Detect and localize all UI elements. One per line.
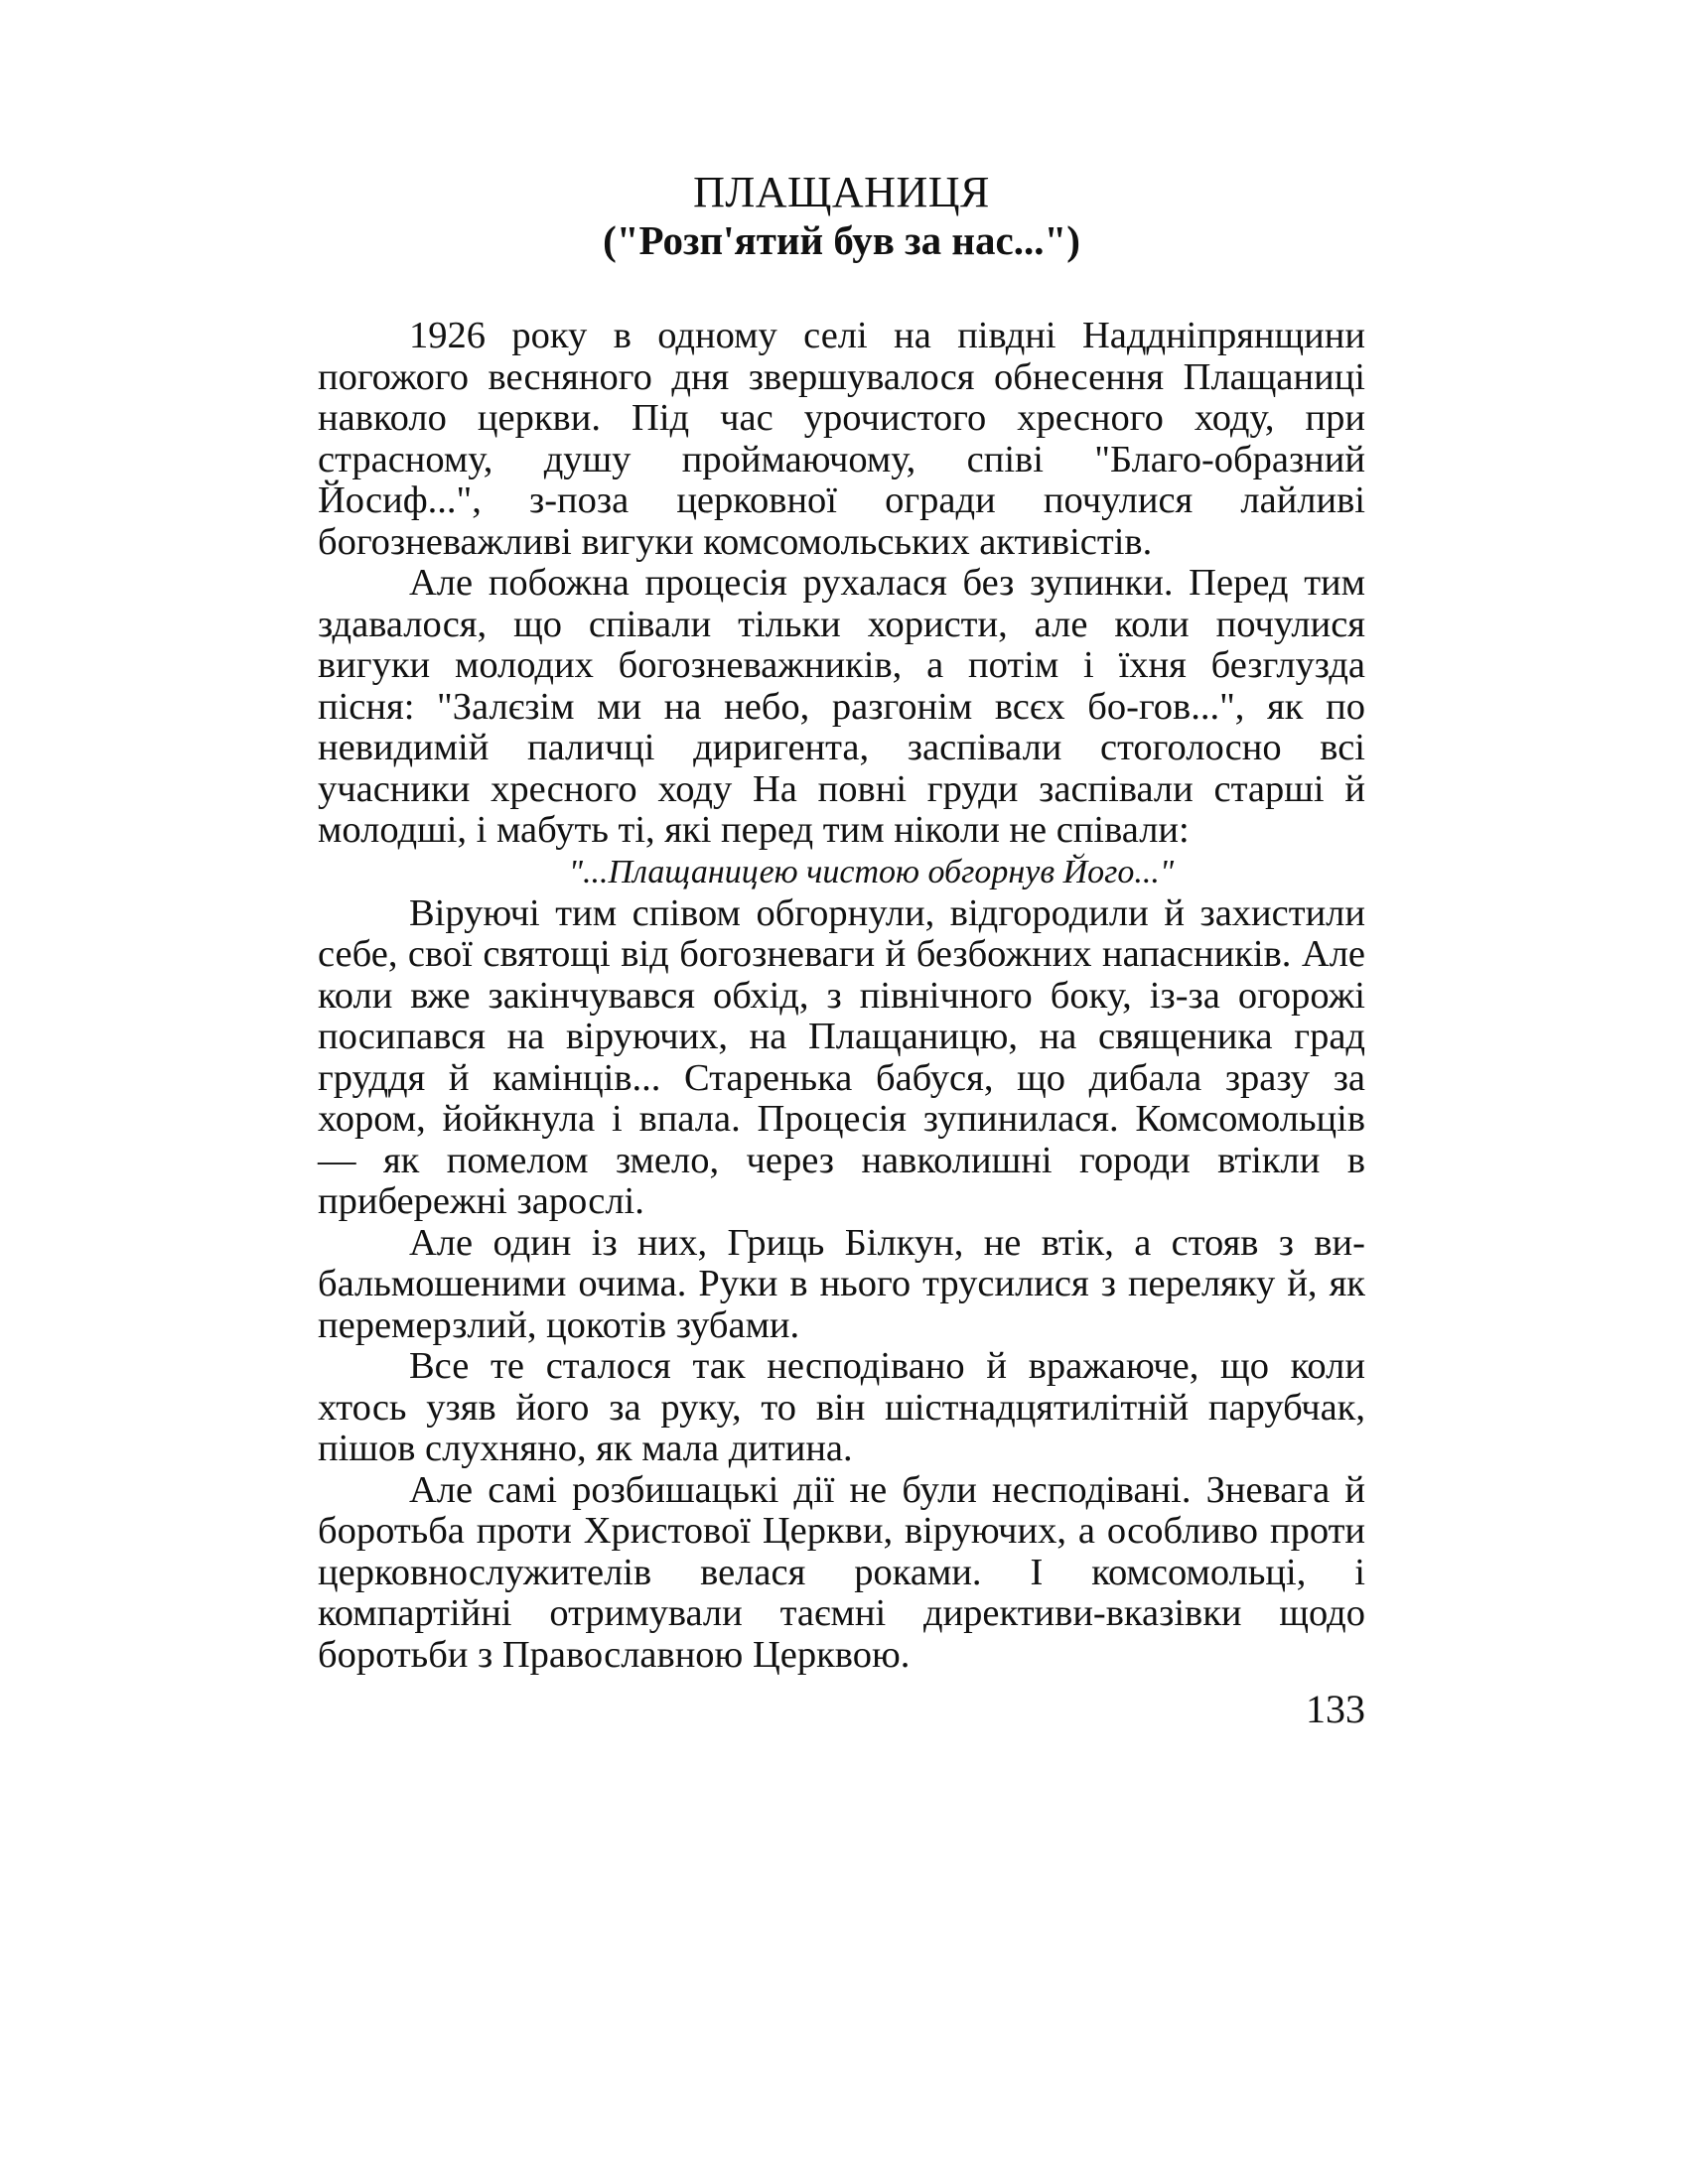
paragraph-1: 1926 року в одному селі на півдні Наддніпрянщини погожого весняного дня звершувалося обнесення Плащаниці навколо церкви. Під час урочистого хресного ходу, при страсному, душу проймаючому, співі "Благо-образний Йосиф...", з-поза церковної огради почулися лайливі богозневажливі вигуки комсомольських активістів.: [318, 315, 1365, 563]
chapter-title: ПЛАЩАНИЦЯ: [693, 168, 990, 216]
body-text: [318, 315, 1365, 1731]
paragraph-6: Але самі розбишацькі дії не були несподівані. Зневага й боротьба проти Христової Церкви, віруючих, а особливо проти церковнослужителів велася роками. І комсомольці, і компартійні отримували таємні директиви-вказівки щодо боротьби з Православною Церквою.: [318, 1468, 1365, 1676]
paragraph-5: Все те сталося так несподівано й вражаюче, що коли хтось узяв його за руку, то він шістнадцятилітній парубчак, пішов слухняно, як мала дитина.: [318, 1345, 1365, 1469]
page-number: 133: [1306, 1687, 1365, 1731]
hymn-quote: "...Плащаницею чистою обгорнув Його...": [568, 853, 1175, 890]
paragraph-2: Але побожна процесія рухалася без зупинки. Перед тим здавалося, що співали тільки хористи, але коли почулися вигуки молодих богозневажників, а потім і їхня безглузда пісня: "Залєзім ми на небо, разгонім всєх бо-гов...", як по невидимій паличці диригента, заспівали стоголосно всі учасники хресного ходу На повні груди заспівали старші й молодші, і мабуть ті, які перед тим ніколи не співали:: [318, 562, 1365, 851]
page-content: [318, 168, 1365, 1731]
chapter-subtitle: ("Розп'ятий був за нас..."): [603, 217, 1080, 263]
paragraph-4: Але один із них, Гриць Білкун, не втік, а стояв з ви-бальмошеними очима. Руки в нього трусилися з переляку й, як перемерзлий, цокотів зубами.: [318, 1221, 1365, 1346]
paragraph-3: Віруючі тим співом обгорнули, відгородили й захистили себе, свої святощі від богозневаги й безбожних напасників. Але коли вже закінчувався обхід, з північного боку, із-за огорожі посипався на віруючих, на Плащаницю, на священика град груддя й камінців... Старенька бабуся, що дибала зразу за хором, йойкнула і впала. Процесія зупинилася. Комсомольців — як помелом змело, через навколишні городи втікли в прибережні зарослі.: [318, 891, 1365, 1222]
